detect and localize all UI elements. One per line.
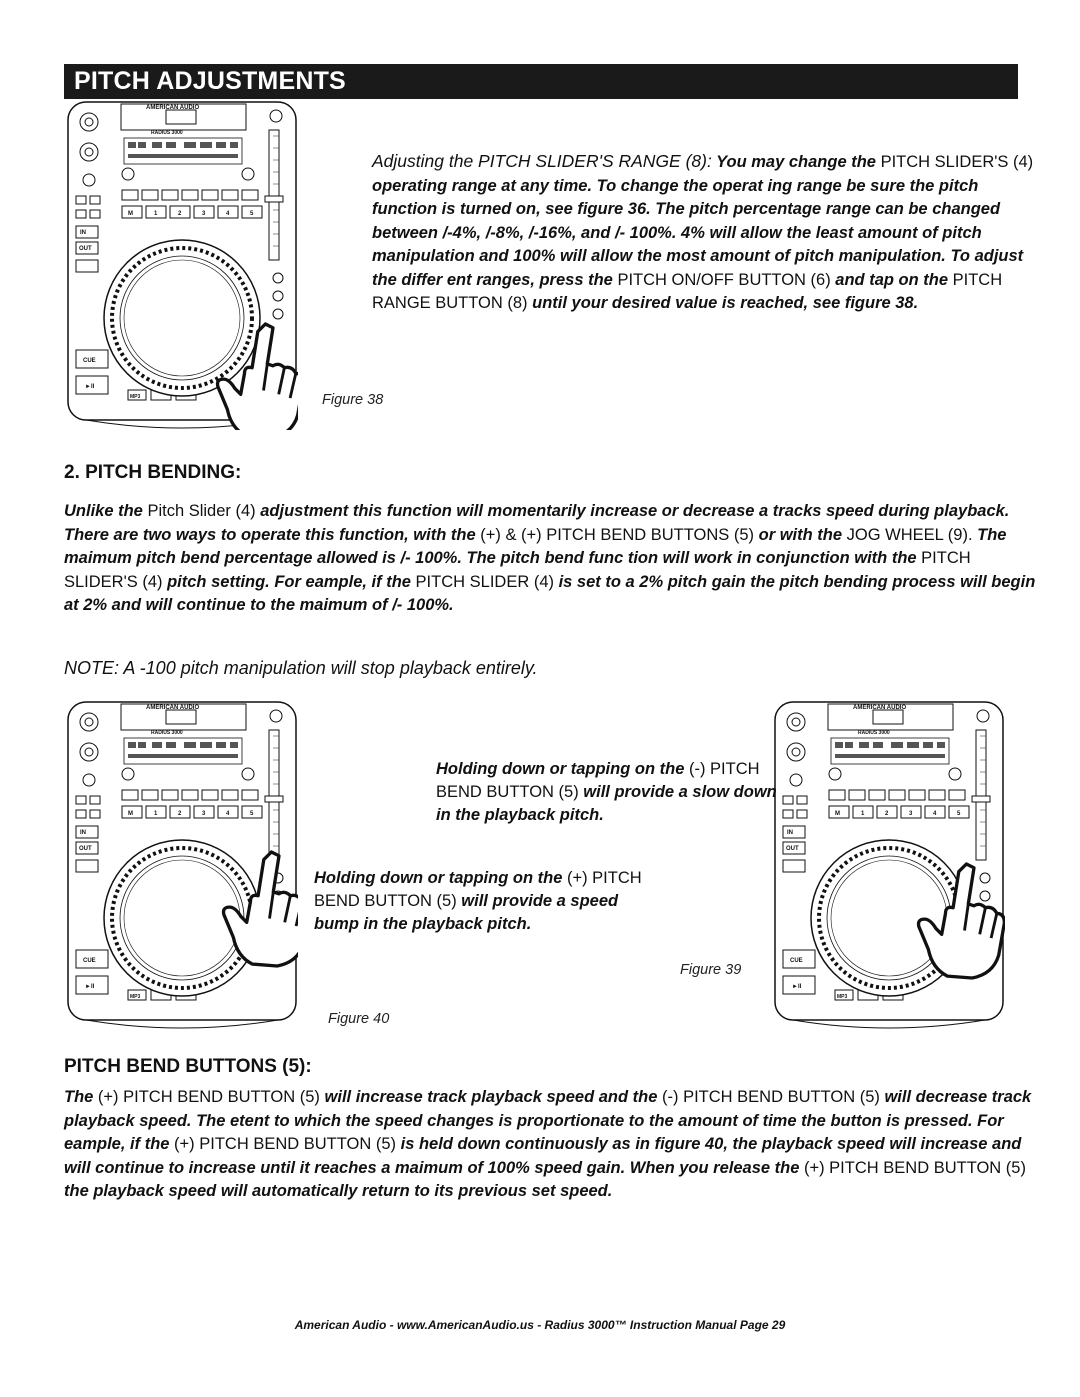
pitch-bending-text-5: pitch setting. For eample, if the — [162, 572, 416, 591]
figure-40-label: Figure 40 — [328, 1011, 390, 1027]
page-footer: American Audio - www.AmericanAudio.us - Radius 3000™ Instruction Manual Page 29 — [294, 1318, 786, 1332]
pitch-bending-paragraph — [64, 500, 1036, 618]
pbb-text-5: the playback speed will automatically return to its previous set speed. — [64, 1182, 613, 1200]
pitch-range-button-ref: PITCH RANGE BUTTON (8) — [372, 270, 1003, 312]
figure-39-device-illustration — [773, 700, 1005, 1030]
speed-bump-caption — [314, 867, 659, 936]
figure-38-label: Figure 38 — [322, 392, 384, 408]
pitch-bending-text-1: Unlike the — [64, 502, 148, 520]
plus-pitch-bend-ref: (+) PITCH BEND BUTTON (5) — [314, 869, 642, 910]
minus-pitch-bend-ref: (-) PITCH BEND BUTTON (5) — [436, 760, 760, 801]
pitch-bending-text-3: or with the — [754, 525, 847, 544]
speed-bump-text-1: Holding down or tapping on the — [314, 869, 567, 887]
pbb-ref-3: (+) PITCH BEND BUTTON (5) — [174, 1135, 397, 1153]
slow-down-text-2: will provide a slow down in the playback pitch. — [436, 783, 777, 824]
page-title: PITCH ADJUSTMENTS — [74, 67, 346, 95]
pitch-slider-ref-1: Pitch Slider (4) — [147, 502, 256, 520]
slow-down-caption — [436, 758, 781, 827]
pitch-range-text-3: and tap on the — [830, 270, 953, 289]
figure-39-label: Figure 39 — [680, 962, 742, 978]
pitch-bend-buttons-heading: PITCH BEND BUTTONS (5): — [64, 1056, 312, 1077]
pitch-range-text-4: until your desired value is reached, see figure 38. — [527, 294, 919, 312]
pitch-bending-text-6: is set to a 2% pitch gain the pitch bending process will begin at 2% and will continue to the maimum of /- 100%. — [64, 572, 1036, 614]
pitch-bending-heading: 2. PITCH BENDING: — [64, 462, 242, 483]
pitch-bending-text-2: adjustment this function will momentarily increase or decrease a tracks speed during playback. There are two ways to operate this function, with the — [64, 502, 1010, 544]
pitch-bend-buttons-paragraph — [64, 1086, 1039, 1204]
slow-down-text-1: Holding down or tapping on the — [436, 760, 689, 778]
speed-bump-text-2: will provide a speed bump in the playback pitch. — [314, 892, 619, 933]
pbb-text-3: will decrease track playback speed. The etent to which the speed changes is proportionate to the amount of time the button is pressed. For eample, if the — [64, 1088, 1032, 1153]
pitch-sliders-ref-2: PITCH SLIDER'S (4) — [64, 549, 971, 591]
playback-note: NOTE: A -100 pitch manipulation will stop playback entirely. — [64, 658, 538, 678]
section-title-bar — [64, 64, 1018, 99]
pbb-text-4: is held down continuously as in figure 40, the playback speed will increase and will continue to increase until it reaches a maimum of 100% speed gain. When you release the — [64, 1135, 1022, 1177]
figure-38-device-illustration — [66, 100, 298, 430]
pitch-bend-buttons-ref: (+) & (+) PITCH BEND BUTTONS (5) — [480, 525, 755, 544]
pbb-text-2: will increase track playback speed and the — [319, 1088, 663, 1106]
pitch-range-text-1: You may change the — [711, 153, 881, 171]
pitch-bending-text-4: The maimum pitch bend percentage allowed is /- 100%. The pitch bend func tion will work in conjunction with the — [64, 525, 1007, 567]
pitch-range-lead: Adjusting the PITCH SLIDER'S RANGE (8): — [372, 151, 712, 171]
jog-wheel-ref: JOG WHEEL (9). — [846, 525, 973, 544]
pbb-text-1: The — [64, 1088, 98, 1106]
figure-40-device-illustration — [66, 700, 298, 1030]
pitch-sliders-ref: PITCH SLIDER'S (4) — [880, 153, 1034, 171]
pitch-slider-ref-3: PITCH SLIDER (4) — [415, 572, 554, 591]
pitch-range-paragraph — [372, 150, 1047, 316]
pbb-ref-2: (-) PITCH BEND BUTTON (5) — [662, 1088, 880, 1106]
pbb-ref-4: (+) PITCH BEND BUTTON (5) — [803, 1158, 1026, 1177]
pitch-range-text-2: operating range at any time. To change the operat ing range be sure the pitch function is turned on, see figure 36. The pitch percentage range can be changed between /-4%, /-8%, /-16%, and /- 100%. 4% will allow the least amount of pitch manipulation and 100% will allow the most amount of pitch manipulation. To adjust the differ ent ranges, press the — [372, 176, 1024, 289]
pitch-onoff-ref: PITCH ON/OFF BUTTON (6) — [617, 270, 831, 289]
pbb-ref-1: (+) PITCH BEND BUTTON (5) — [97, 1088, 320, 1106]
